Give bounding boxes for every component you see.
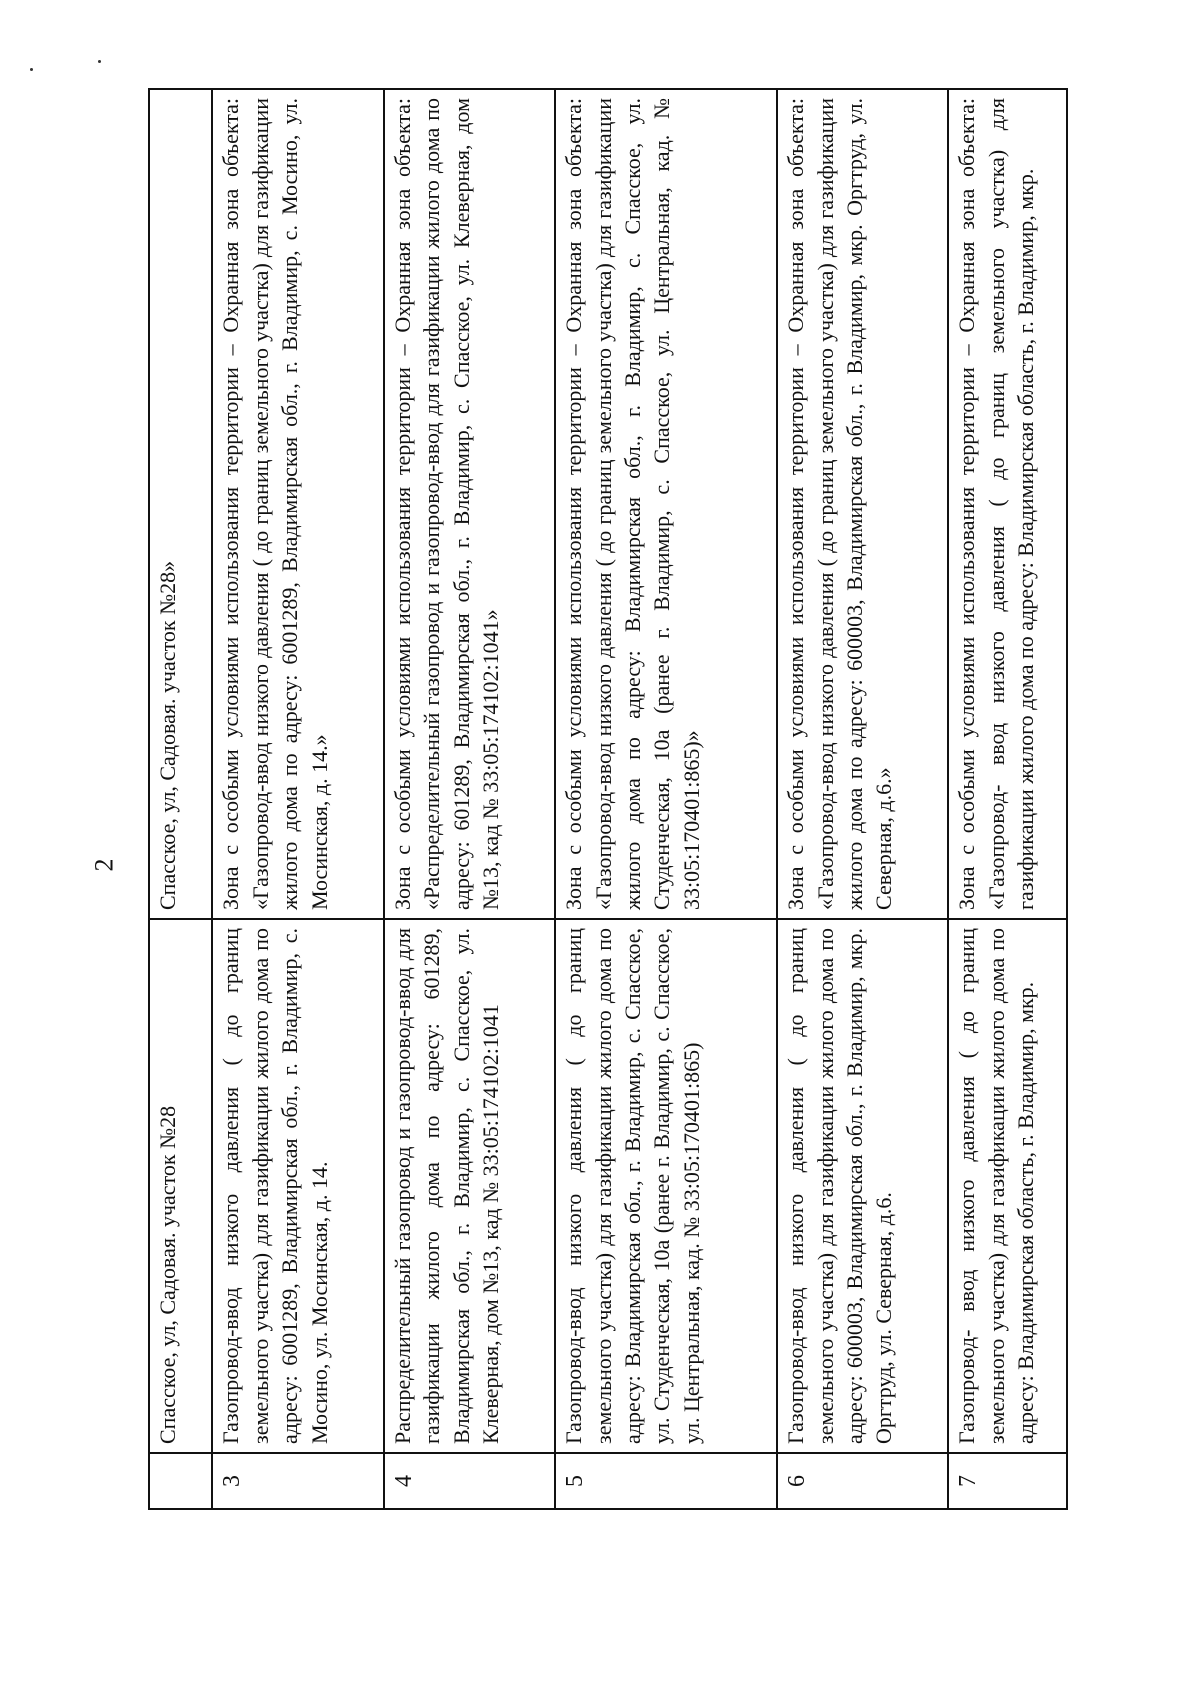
zone-name-cell: Зона с особыми условиями использования территории – Охранная зона объекта: «Газопровод-ввод низкого давления ( до границ земельного участка) для газификации жилого дома по адресу: 600003, Владимирская обл., г. Владимир, мкр. Оргтруд, ул. Северная, д.6.» (777, 89, 948, 919)
object-name-cell: Газопровод-ввод низкого давления ( до границ земельного участка) для газификации жилого дома по адресу: 6001289, Владимирская обл., г. Владимир, с. Мосино, ул. Мосинская, д. 14. (212, 919, 383, 1453)
zone-name-cell: Спасское, ул, Садовая. участок №28» (149, 89, 212, 919)
table-row (212, 89, 383, 1509)
row-number-cell: 4 (384, 1453, 555, 1509)
object-name-cell: Газопровод-ввод низкого давления ( до границ земельного участка) для газификации жилого дома по адресу: 600003, Владимирская обл., г. Владимир, мкр. Оргтруд, ул. Северная, д.6. (777, 919, 948, 1453)
object-name-cell: Спасское, ул, Садовая. участок №28 (149, 919, 212, 1453)
zone-name-cell: Зона с особыми условиями использования территории – Охранная зона объекта: «Газопровод- ввод низкого давления ( до границ земельного участка) для газификации жилого дома по адресу: Владимирская область, г. Владимир, мкр. (948, 89, 1067, 919)
page-number: 2 (89, 858, 119, 872)
table-row (384, 89, 555, 1509)
scan-speck (98, 60, 101, 63)
table-row (555, 89, 777, 1509)
scan-speck (30, 68, 33, 71)
zone-name-cell: Зона с особыми условиями использования территории – Охранная зона объекта: «Распределительный газопровод и газопровод-ввод для газификации жилого дома по адресу: 601289, Владимирская обл., г. Владимир, с. Спасское, ул. Клеверная, дом №13, кад № 33:05:174102:1041» (384, 89, 555, 919)
rotated-document-table (148, 90, 1068, 1510)
zone-name-cell: Зона с особыми условиями использования территории – Охранная зона объекта: «Газопровод-ввод низкого давления ( до границ земельного участка) для газификации жилого дома по адресу: Владимирская обл., г. Владимир, с. Спасское, ул. Студенческая, 10а (ранее г. Владимир, с. Спасское, ул. Центральная, кад. № 33:05:170401:865)» (555, 89, 777, 919)
row-number-cell: 5 (555, 1453, 777, 1509)
table-row (777, 89, 948, 1509)
row-number-cell: 6 (777, 1453, 948, 1509)
table-row (948, 89, 1067, 1509)
row-number-cell: 7 (948, 1453, 1067, 1509)
row-number-cell: 3 (212, 1453, 383, 1509)
object-name-cell: Распределительный газопровод и газопровод-ввод для газификации жилого дома по адресу: 601289, Владимирская обл., г. Владимир, с. Спасское, ул. Клеверная, дом №13, кад № 33:05:174102:1041 (384, 919, 555, 1453)
object-name-cell: Газопровод-ввод низкого давления ( до границ земельного участка) для газификации жилого дома по адресу: Владимирская обл., г. Владимир, с. Спасское, ул. Студенческая, 10а (ранее г. Владимир, с. Спасское, ул. Центральная, кад. № 33:05:170401:865) (555, 919, 777, 1453)
object-name-cell: Газопровод- ввод низкого давления ( до границ земельного участка) для газификации жилого дома по адресу: Владимирская область, г. Владимир, мкр. (948, 919, 1067, 1453)
row-number-cell (149, 1453, 212, 1509)
zones-table (148, 88, 1068, 1510)
table-row-header (149, 89, 212, 1509)
zone-name-cell: Зона с особыми условиями использования территории – Охранная зона объекта: «Газопровод-ввод низкого давления ( до границ земельного участка) для газификации жилого дома по адресу: 6001289, Владимирская обл., г. Владимир, с. Мосино, ул. Мосинская, д. 14.» (212, 89, 383, 919)
